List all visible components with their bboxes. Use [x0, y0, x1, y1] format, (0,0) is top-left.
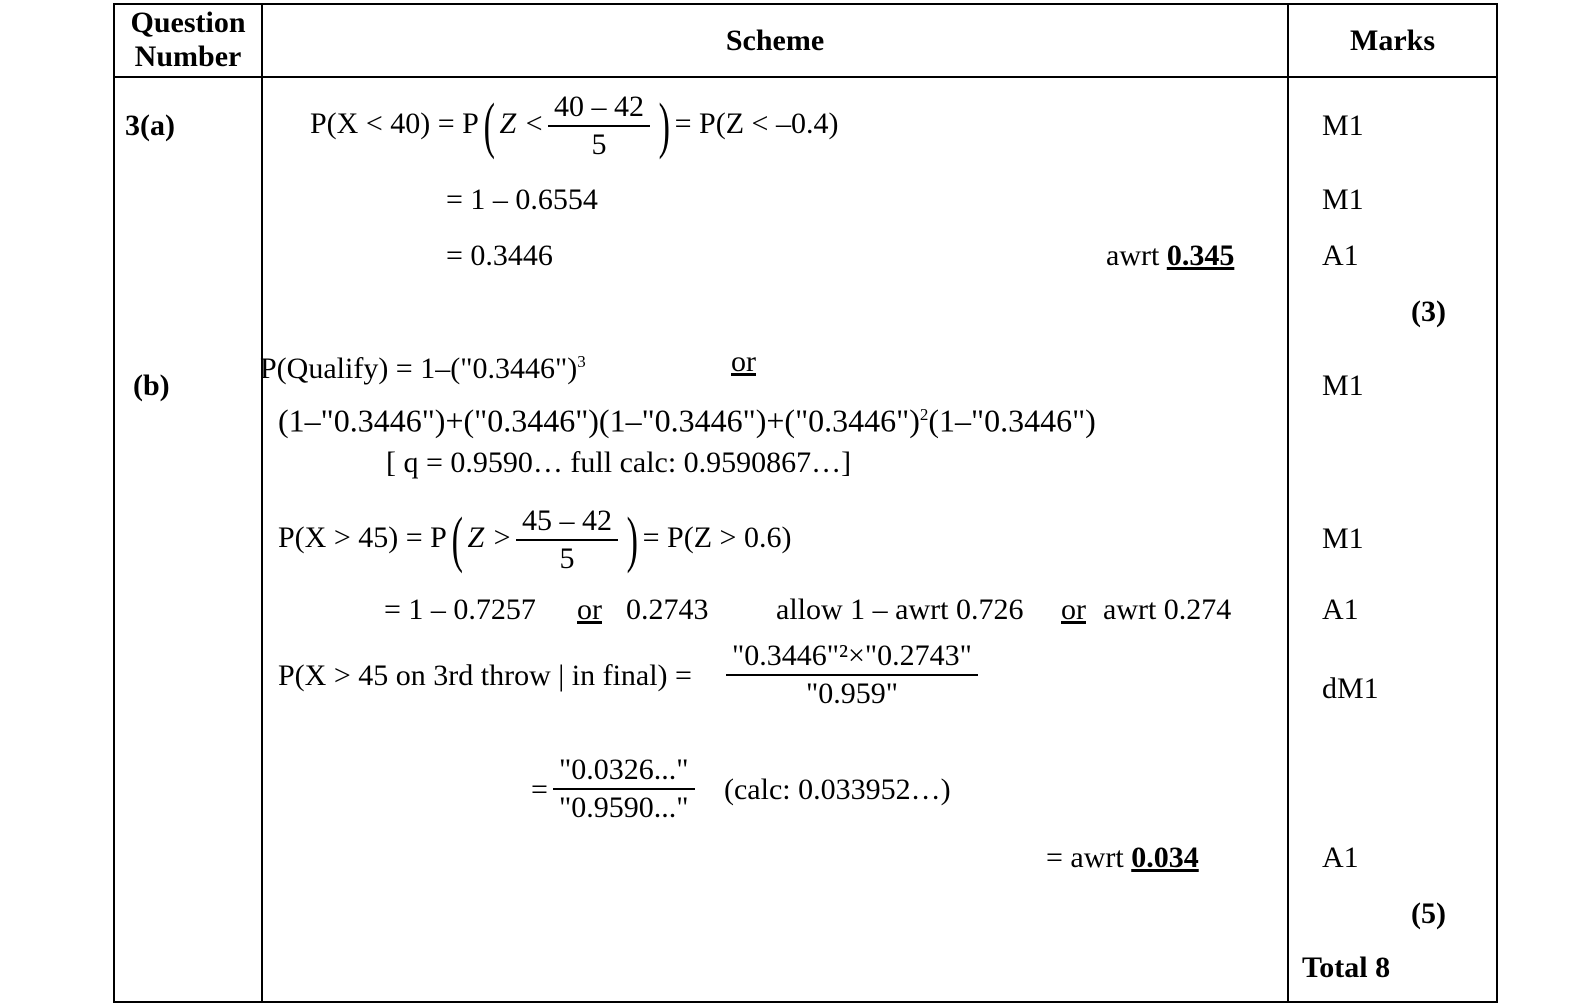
fraction-numerator: 40 – 42 — [548, 89, 650, 127]
awrt-prefix: awrt — [1106, 239, 1167, 272]
qualify-or: or — [731, 345, 756, 378]
subtotal-b: (5) — [1411, 897, 1446, 930]
header-marks: Marks — [1350, 24, 1435, 57]
right-paren: ) — [658, 92, 670, 161]
left-paren: ( — [451, 506, 463, 575]
part-a-line-1-right: = P(Z < –0.4) — [674, 107, 839, 140]
value-0-2743: 0.2743 — [626, 593, 709, 626]
mark-a-3: A1 — [1322, 239, 1359, 272]
qualify-line — [260, 344, 586, 387]
fraction-denominator: 5 — [591, 128, 607, 162]
right-paren: ) — [626, 506, 638, 575]
left-paren: ( — [483, 92, 495, 161]
qualify-exponent: 3 — [577, 352, 586, 371]
mark-a-2: M1 — [1322, 183, 1364, 216]
mark-b-4: dM1 — [1322, 672, 1379, 705]
fraction-denominator: "0.9590..." — [559, 791, 689, 824]
part-a-line-1-left: P(X < 40) = P — [310, 107, 479, 140]
final-prefix: = awrt — [1046, 841, 1132, 874]
part-a-fraction — [548, 89, 650, 163]
header-question-number: Question Number — [130, 6, 246, 73]
qualify-text: P(Qualify) = 1–("0.3446") — [260, 352, 578, 385]
or-1: or — [577, 593, 602, 626]
conditional-fraction — [726, 638, 978, 712]
part-a-line-1-z: Z < — [499, 107, 544, 140]
final-answer — [1046, 840, 1199, 876]
ratio-fraction — [553, 752, 695, 826]
allow-text: allow 1 – awrt 0.726 — [776, 593, 1024, 626]
p45-z: Z > — [467, 521, 512, 554]
mark-b-2: M1 — [1322, 522, 1364, 555]
q-line: [ q = 0.9590… full calc: 0.9590867…] — [386, 446, 852, 479]
part-a-label: 3(a) — [125, 109, 175, 142]
header-scheme: Scheme — [725, 24, 825, 57]
awrt-0-274: awrt 0.274 — [1103, 593, 1232, 626]
part-a-line-3: = 0.3446 — [446, 239, 553, 272]
final-value: 0.034 — [1131, 841, 1199, 874]
alt-text: (1–"0.3446")+("0.3446")(1–"0.3446")+("0.3446") — [278, 402, 920, 439]
ratio-eq: = — [531, 773, 548, 806]
column-divider-2 — [1287, 3, 1289, 1003]
alt-exponent: 2 — [919, 405, 929, 424]
alternative-expression — [278, 397, 1096, 439]
p45-fraction — [516, 503, 618, 577]
conditional-frac — [726, 638, 978, 712]
one-minus-line: = 1 – 0.7257 — [384, 593, 536, 626]
fraction-numerator: "0.0326..." — [553, 752, 695, 790]
part-a-line-2: = 1 – 0.6554 — [446, 183, 598, 216]
part-a-awrt-note — [1106, 238, 1234, 274]
calc-note: (calc: 0.033952…) — [724, 773, 951, 806]
total-marks: Total 8 — [1302, 951, 1391, 984]
part-b-label: (b) — [133, 369, 170, 402]
p45-right: = P(Z > 0.6) — [642, 521, 792, 554]
mark-a-1: M1 — [1322, 109, 1364, 142]
mark-b-3: A1 — [1322, 593, 1359, 626]
p45-line — [278, 498, 791, 578]
or-2: or — [1061, 593, 1086, 626]
ratio-frac — [553, 752, 695, 826]
subtotal-a: (3) — [1411, 295, 1446, 328]
column-divider-1 — [261, 3, 263, 1003]
alt-tail: (1–"0.3446") — [928, 402, 1096, 439]
fraction-denominator: "0.959" — [805, 677, 898, 710]
fraction-numerator: 45 – 42 — [516, 503, 618, 541]
header-divider — [113, 76, 1498, 78]
awrt-value: 0.345 — [1166, 239, 1235, 272]
mark-b-5: A1 — [1322, 841, 1359, 874]
conditional-left: P(X > 45 on 3rd throw | in final) = — [278, 659, 692, 692]
fraction-denominator: 5 — [559, 542, 575, 576]
p45-left: P(X > 45) = P — [278, 521, 447, 554]
fraction-numerator: "0.3446"²×"0.2743" — [726, 638, 978, 676]
part-a-line-1 — [310, 84, 838, 164]
mark-b-1: M1 — [1322, 369, 1364, 402]
